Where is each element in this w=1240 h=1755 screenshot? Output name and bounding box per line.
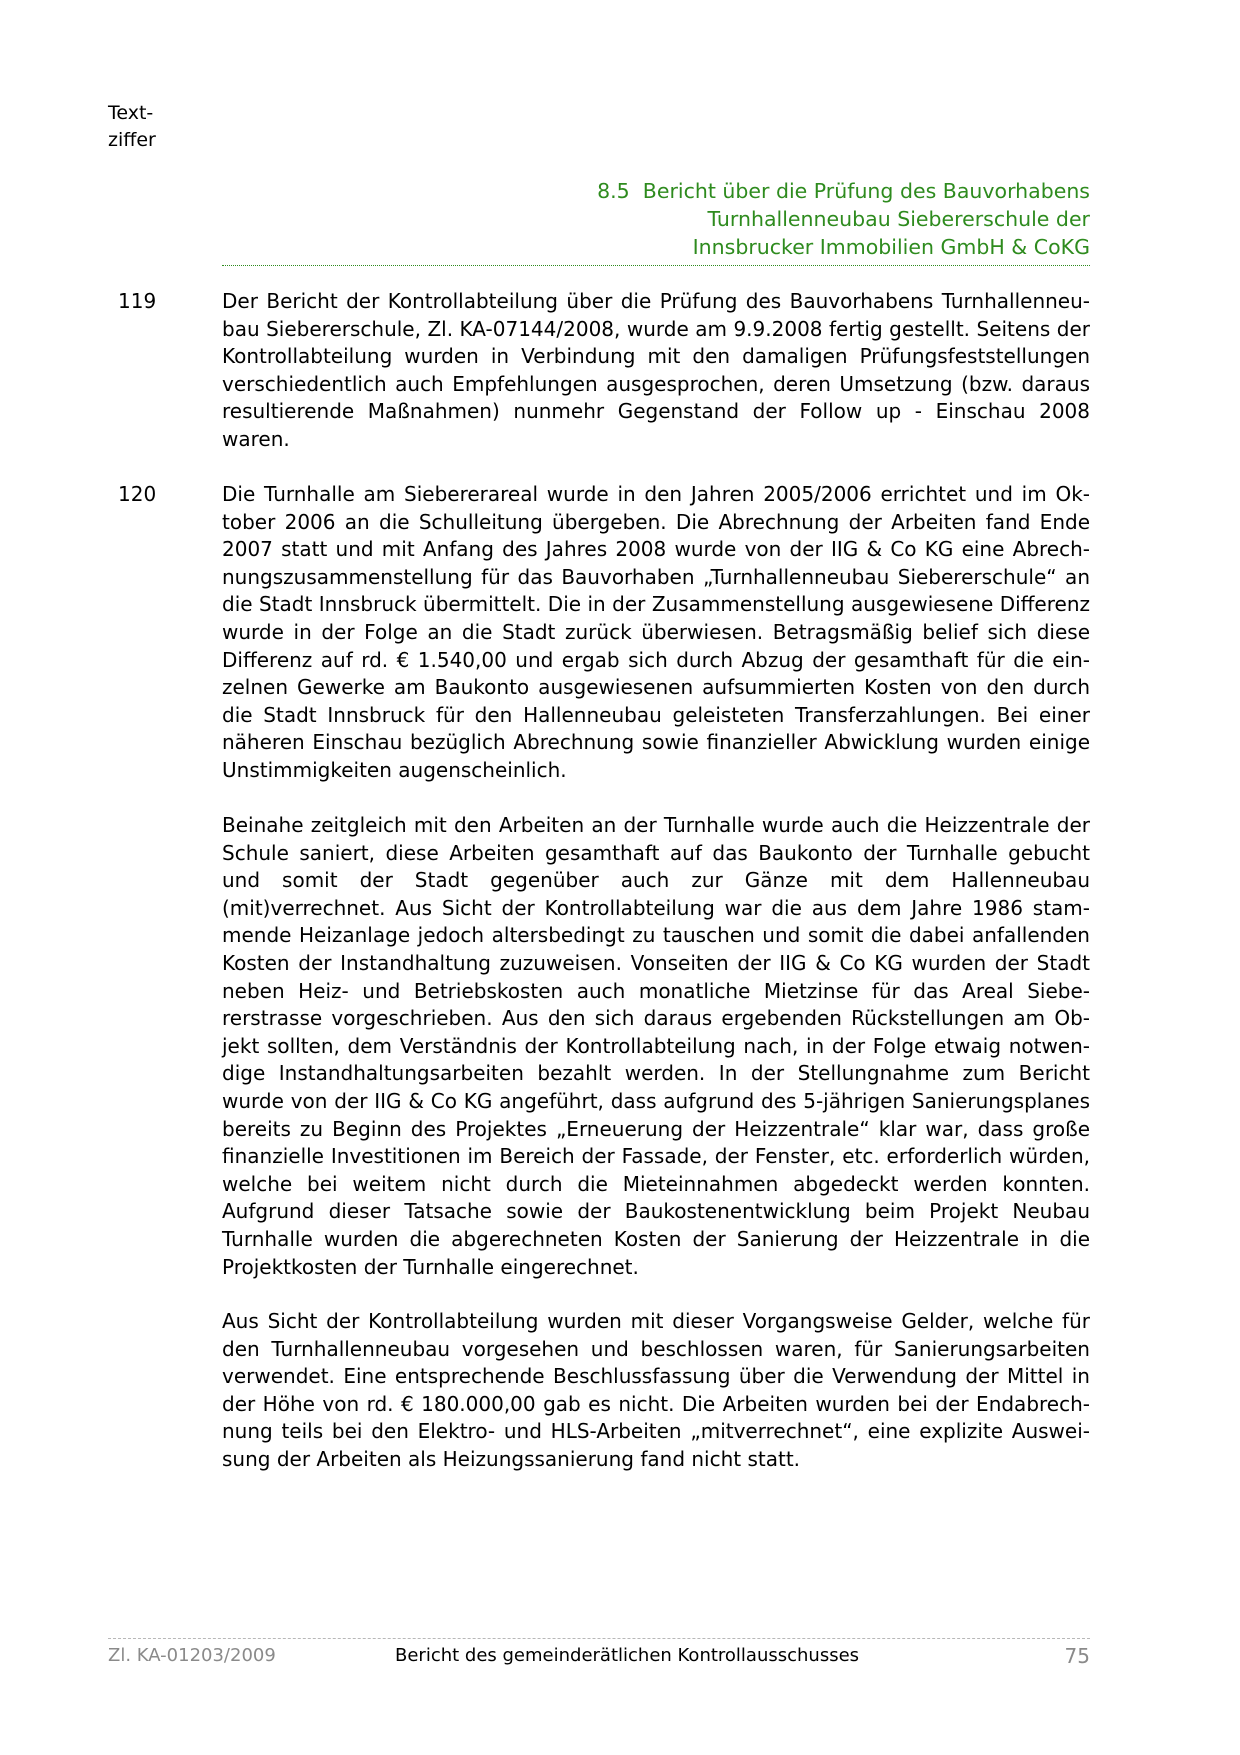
section-title-line-3: Innsbrucker Immobilien GmbH & CoKG	[692, 235, 1090, 259]
section-title-line-2: Turnhallenneubau Siebererschule der	[707, 207, 1090, 231]
paragraph-119: Der Bericht der Kontrollabteilung über die Prüfung des Bauvorhabens Turnhallenneubau Siebererschule, Zl. KA-07144/2008, wurde am 9.9.2008 fertig gestellt. Seitens der Kontrollabteilung wurden in Verbindung mit den damaligen Prüfungsfeststellungen verschiedentlich auch Empfehlungen ausgesprochen, deren Umsetzung (bzw. daraus resultierende Maßnahmen) nunmehr Gegenstand der Follow up - Einschau 2008 waren.	[222, 289, 1090, 451]
margin-label-line-1: Text-	[108, 102, 154, 124]
paragraph-gelder: Aus Sicht der Kontrollabteilung wurden mit dieser Vorgangsweise Gelder, welche für den Turnhallenneubau vorgesehen und beschlossen waren, für Sanierungsarbeiten verwendet. Eine entsprechende Beschlussfassung über die Verwendung der Mittel in der Höhe von rd. € 180.000,00 gab es nicht. Die Arbeiten wurden bei der Endabrechnung teils bei den Elektro- und HLS-Arbeiten „mitverrechnet“, eine explizite Ausweisung der Arbeiten als Heizungssanierung fand nicht statt.	[222, 1309, 1090, 1471]
footer-title: Bericht des gemeinderätlichen Kontrollausschusses	[395, 1645, 860, 1666]
section-heading	[520, 177, 1090, 261]
textziffer-119: 119	[118, 289, 157, 313]
section-heading-line-1	[520, 177, 1090, 205]
footer-divider	[108, 1638, 1090, 1639]
page-number: 75	[1064, 1644, 1090, 1668]
section-number: 8.5	[597, 179, 630, 203]
textziffer-120: 120	[118, 482, 157, 506]
section-title-line-1: Bericht über die Prüfung des Bauvorhabens	[642, 179, 1090, 203]
paragraph-heizzentrale: Beinahe zeitgleich mit den Arbeiten an der Turnhalle wurde auch die Heizzentrale der Schule saniert, diese Arbeiten gesamthaft auf das Baukonto der Turnhalle gebucht und somit der Stadt gegenüber auch zur Gänze mit dem Hallenneubau (mit)verrechnet. Aus Sicht der Kontrollabteilung war die aus dem Jahre 1986 stammende Heizanlage jedoch altersbedingt zu tauschen und somit die dabei anfallenden Kosten der Instandhaltung zuzuweisen. Vonseiten der IIG & Co KG wurden der Stadt neben Heiz- und Betriebskosten auch monatliche Mietzinse für das Areal Siebererstrasse vorgeschrieben. Aus den sich daraus ergebenden Rückstellungen am Objekt sollten, dem Verständnis der Kontrollabteilung nach, in der Folge etwaig notwendige Instandhaltungsarbeiten bezahlt werden. In der Stellungnahme zum Bericht wurde von der IIG & Co KG angeführt, dass aufgrund des 5-jährigen Sanierungsplanes bereits zu Beginn des Projektes „Erneuerung der Heizzentrale“ klar war, dass große finanzielle Investitionen im Bereich der Fassade, der Fenster, etc. erforderlich würden, welche bei weitem nicht durch die Mieteinnahmen abgedeckt werden konnten. Aufgrund dieser Tatsache sowie der Baukostenentwicklung beim Projekt Neubau Turnhalle wurden die abgerechneten Kosten der Sanierung der Heizzentrale in die Projektkosten der Turnhalle eingerechnet.	[222, 813, 1090, 1279]
margin-label-textziffer	[108, 100, 156, 154]
paragraph-120: Die Turnhalle am Siebererareal wurde in den Jahren 2005/2006 errichtet und im Oktober 2006 an die Schulleitung übergeben. Die Abrechnung der Arbeiten fand Ende 2007 statt und mit Anfang des Jahres 2008 wurde von der IIG & Co KG eine Abrechnungszusammenstellung für das Bauvorhaben „Turnhallenneubau Siebererschule“ an die Stadt Innsbruck übermittelt. Die in der Zusammenstellung ausgewiesene Differenz wurde in der Folge an die Stadt zurück überwiesen. Betragsmäßig belief sich diese Differenz auf rd. € 1.540,00 und ergab sich durch Abzug der gesamthaft für die einzelnen Gewerke am Baukonto ausgewiesenen aufsummierten Kosten von den durch die Stadt Innsbruck für den Hallenneubau geleisteten Transferzahlungen. Bei einer näheren Einschau bezüglich Abrechnung sowie finanzieller Abwicklung wurden einige Unstimmigkeiten augenscheinlich.	[222, 482, 1090, 782]
footer-reference: Zl. KA-01203/2009	[108, 1645, 276, 1666]
margin-label-line-2: ziffer	[108, 129, 156, 151]
heading-divider	[222, 265, 1090, 266]
